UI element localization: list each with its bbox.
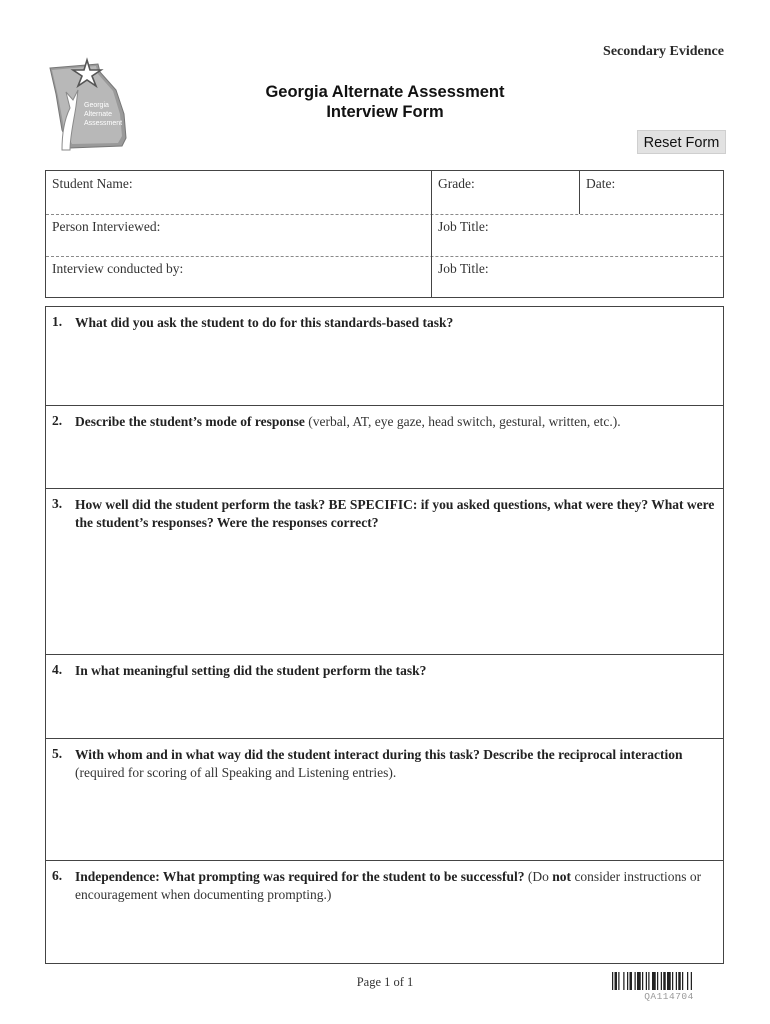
answer-area-6[interactable] [50, 909, 719, 959]
question-number: 4. [52, 662, 63, 677]
secondary-evidence-label: Secondary Evidence [603, 44, 724, 59]
info-row-1 [46, 171, 723, 215]
form-title [170, 82, 600, 122]
info-row-3 [46, 256, 723, 297]
question-3 [46, 489, 723, 655]
job-title-field-1[interactable] [432, 214, 723, 256]
answer-area-4[interactable] [50, 685, 719, 734]
question-text [75, 314, 717, 332]
info-row-2 [46, 214, 723, 257]
georgia-alternate-assessment-logo-icon [40, 50, 150, 158]
barcode-icon [612, 972, 726, 990]
job-title-label-1: Job Title: [438, 219, 489, 234]
logo-line-1: Georgia [84, 102, 109, 109]
question-number: 1. [52, 314, 63, 329]
question-number: 3. [52, 496, 63, 511]
answer-area-5[interactable] [50, 787, 719, 856]
question-note-text: (required for scoring of all Speaking and Listening entries). [75, 765, 397, 780]
question-bold-text: Independence: What prompting was required for the student to be successful? [75, 869, 525, 884]
questions-box [45, 306, 724, 964]
page-number: Page 1 of 1 [356, 975, 414, 989]
student-info-table [45, 170, 724, 298]
job-title-field-2[interactable] [432, 256, 723, 297]
student-name-field[interactable] [46, 171, 432, 214]
question-bold-text: In what meaningful setting did the student perform the task? [75, 663, 427, 678]
question-4 [46, 655, 723, 739]
reset-form-button[interactable]: Reset Form [637, 130, 726, 154]
answer-area-1[interactable] [50, 337, 719, 401]
conducted-by-field[interactable] [46, 256, 432, 297]
question-text [75, 413, 717, 431]
answer-area-2[interactable] [50, 436, 719, 484]
question-number: 6. [52, 868, 63, 883]
question-note-text-2: consider instructions or encouragement when documenting prompting.) [75, 869, 702, 902]
question-2 [46, 406, 723, 489]
date-label: Date: [586, 176, 616, 191]
form-title-line1: Georgia Alternate Assessment [265, 83, 505, 101]
question-text [75, 662, 717, 680]
job-title-label-2: Job Title: [438, 261, 489, 276]
person-interviewed-field[interactable] [46, 214, 432, 256]
question-text [75, 496, 717, 532]
barcode-number: QA114704 [644, 991, 694, 1002]
question-6 [46, 861, 723, 963]
form-title-line2: Interview Form [326, 103, 444, 121]
question-number: 5. [52, 746, 63, 761]
question-emphasis-text: not [552, 869, 572, 884]
logo-line-2: Alternate [84, 111, 113, 118]
question-bold-text: Describe the student’s mode of response [75, 414, 305, 429]
grade-field[interactable] [432, 171, 580, 214]
answer-area-3[interactable] [50, 537, 719, 650]
question-note-text: (verbal, AT, eye gaze, head switch, gestural, written, etc.). [304, 414, 621, 429]
question-note-text: (Do [524, 869, 553, 884]
grade-label: Grade: [438, 176, 475, 191]
question-number: 2. [52, 413, 63, 428]
question-bold-text: How well did the student perform the task? BE SPECIFIC: if you asked questions, what were they? What were the student’s responses? Were the responses correct? [75, 497, 715, 530]
question-5 [46, 739, 723, 861]
conducted-by-label: Interview conducted by: [52, 261, 184, 276]
person-interviewed-label: Person Interviewed: [52, 219, 161, 234]
student-name-label: Student Name: [52, 176, 133, 191]
question-text [75, 746, 717, 782]
question-1 [46, 307, 723, 406]
date-field[interactable] [580, 171, 723, 214]
question-bold-text: What did you ask the student to do for this standards-based task? [75, 315, 454, 330]
question-bold-text: With whom and in what way did the student interact during this task? Describe the reciprocal interaction [75, 747, 683, 762]
logo-line-3: Assessment [84, 120, 123, 127]
question-text [75, 868, 717, 904]
